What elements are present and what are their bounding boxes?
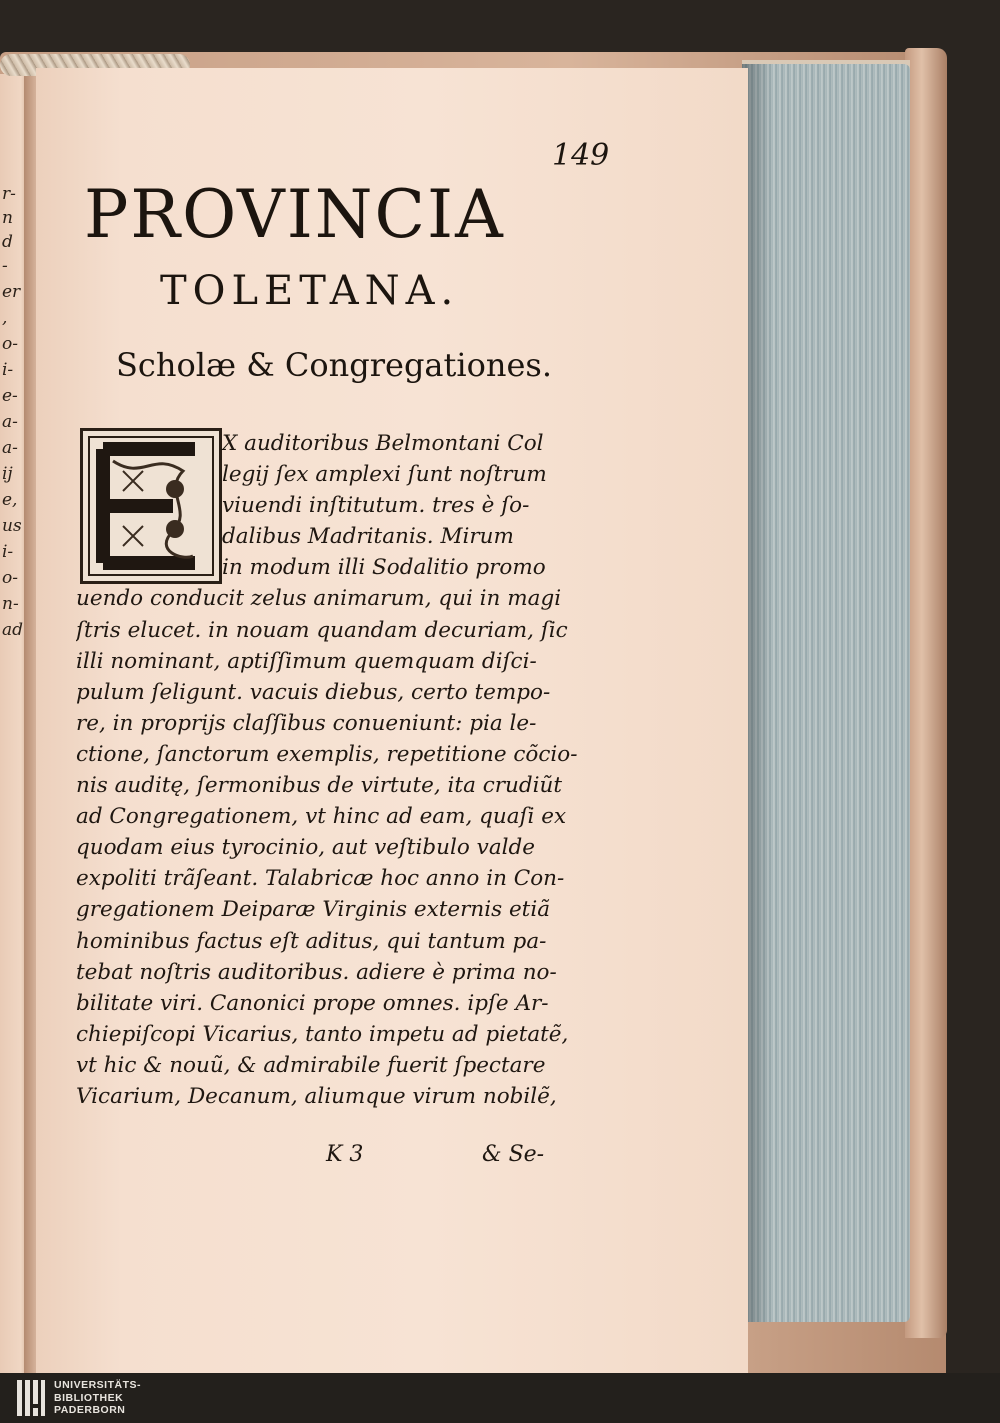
text-line: quodam eius tyrocinio, aut veſtibulo valde xyxy=(76,835,536,861)
left-page-fragment: e- xyxy=(2,386,18,406)
text-line: vt hic & nouũ, & admirabile fuerit ſpectare xyxy=(76,1052,546,1078)
brand-line: PADERBORN xyxy=(54,1404,126,1416)
left-page-fragment: ij xyxy=(2,464,13,484)
left-page-fragment: a- xyxy=(2,438,18,458)
text-line: in modum illi Sodalitio promo xyxy=(222,555,546,581)
brand-line: UNIVERSITÄTS- xyxy=(54,1379,142,1391)
left-page-fragment: n xyxy=(2,208,13,228)
text-line: uendo conducit zelus animarum, qui in magi xyxy=(76,586,562,612)
page-number: 149 xyxy=(552,138,610,173)
brand-line: BIBLIOTHEK xyxy=(54,1391,124,1404)
page-title: PROVINCIA xyxy=(84,176,505,253)
left-page-fragment: n- xyxy=(2,594,19,614)
text-line: ad Congregationem, vt hinc ad eam, quaſi ex xyxy=(76,804,567,830)
cover-edge xyxy=(905,48,947,1338)
text-line: ſtris elucet. in nouam quandam decuriam, ſic xyxy=(76,617,568,643)
text-line: X auditoribus Belmontani Col xyxy=(222,431,544,456)
text-line: re, in proprijs claſſibus conueniunt: pia le- xyxy=(76,710,537,736)
left-page-fragment: a- xyxy=(2,412,18,432)
text-line: hominibus factus eſt aditus, qui tantum pa- xyxy=(76,928,547,954)
signature-mark: K 3 xyxy=(326,1142,364,1167)
catchword: & Se- xyxy=(482,1142,545,1167)
text-line: expoliti trãſeant. Talabricæ hoc anno in Con- xyxy=(76,866,565,892)
left-page-fragment: e, xyxy=(2,490,18,510)
left-page-fragment: r- xyxy=(2,184,16,204)
left-page-fragment: us xyxy=(2,516,22,536)
left-page-fragment: i- xyxy=(2,360,14,380)
text-line: legij ſex amplexi ſunt noſtrum xyxy=(222,462,547,488)
text-line: illi nominant, aptiſſimum quemquam diſci- xyxy=(76,648,537,674)
left-page-fragment: d xyxy=(2,232,13,252)
university-library-logo-icon xyxy=(16,1379,46,1417)
text-line: Vicarium, Decanum, aliumque virum nobilẽ, xyxy=(76,1083,557,1109)
page-subtitle: TOLETANA. xyxy=(160,268,460,314)
left-page-fragment: , xyxy=(2,308,8,328)
text-line: pulum ſeligunt. vacuis diebus, certo tempo- xyxy=(76,679,551,705)
text-line: bilitate viri. Canonici prope omnes. ipſe Ar- xyxy=(76,990,549,1016)
text-line: gregationem Deiparæ Virginis externis etiã xyxy=(76,897,551,923)
text-line: dalibus Madritanis. Mirum xyxy=(222,524,514,550)
section-heading: Scholæ & Congregationes. xyxy=(116,346,552,384)
left-page-fragment: - xyxy=(2,256,8,276)
body-text xyxy=(76,428,610,1112)
text-line: ctione, ſanctorum exemplis, repetitione cõcio- xyxy=(76,741,578,767)
left-page-fragment: er xyxy=(2,282,21,302)
text-line: chiepiſcopi Vicarius, tanto impetu ad pietatẽ, xyxy=(76,1021,569,1047)
left-page-fragment: ad xyxy=(2,620,24,640)
left-page-fragment: o- xyxy=(2,568,18,588)
footer-bar xyxy=(0,1373,1000,1423)
text-line: nis auditę, ſermonibus de virtute, ita crudiũt xyxy=(76,773,563,799)
text-line: viuendi inſtitutum. tres è ſo- xyxy=(222,493,530,519)
left-page-fragment: i- xyxy=(2,542,14,562)
left-page-fragment: o- xyxy=(2,334,18,354)
library-brand xyxy=(54,1379,141,1417)
text-line: tebat noſtris auditoribus. adiere è prima no- xyxy=(76,959,557,985)
